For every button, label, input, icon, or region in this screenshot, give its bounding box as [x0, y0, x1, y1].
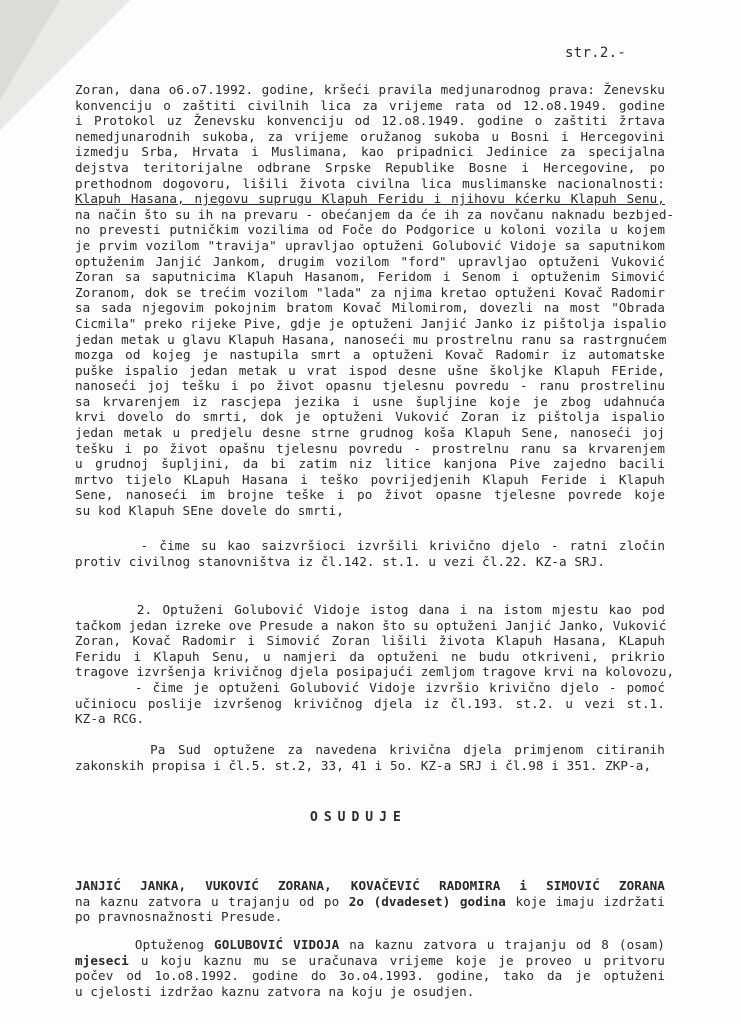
text-line: tragove izvršenja krivičnog djela posipajući zemljom tragove krvi na kolovozu, — [75, 664, 675, 680]
sentence-1-line-3: po pravnosnažnosti Presude. — [75, 909, 283, 925]
text-line: Sene, nanoseći im brojne teške i po život opasne tjelesne povrede koje — [75, 487, 665, 503]
text-line: Zoran, dana o6.o7.1992. godine, kršeći pravila medjunarodnog prava: Ženevsku — [75, 82, 665, 97]
sentence-1-names: JANJIĆ JANKA, VUKOVIĆ ZORANA, KOVAČEVIĆ RADOMIRA i SIMOVIĆ ZORANA — [75, 878, 665, 893]
sentence-1-text-a: na kaznu zatvora u trajanju od po — [75, 893, 349, 909]
text-line: Klapuh Hasana, njegovu suprugu Klapuh Feridu i njihovu kćerku Klapuh Senu, — [75, 191, 665, 207]
text-line: - čime je optuženi Golubović Vidoje izvršio krivično djelo - pomoć — [75, 680, 665, 695]
sentence-2-line-1 — [75, 937, 665, 953]
text-line: na način što su ih na prevaru - obećanjem da će ih za novčanu naknadu bezbjed- — [75, 206, 675, 222]
sentence-2-line-4: u cjelosti izdržao kaznu zatvora na koju je osudjen. — [75, 983, 475, 999]
text-line: tačkom jedan izreke ove Presude a nakon što su optuženi Janjić Janko, Vuković — [75, 617, 667, 633]
text-line: prethodnom dogovoru, lišili života civilna lica muslimanske nacionalnosti: — [75, 175, 665, 191]
sentence-1-text-c: koje imaju izdržati — [505, 893, 665, 909]
sentence-2-text-a: Optuženog — [75, 937, 215, 952]
page-number: str.2.- — [565, 45, 627, 61]
text-line: no prevesti putničkim vozilima od Foče do Podgorice u koloni vozila u kojem — [75, 222, 665, 238]
text-line: 2. Optuženi Golubović Vidoje istog dana i na istom mjestu kao pod — [75, 602, 665, 617]
text-line: puške ispalio jedan metak u vrat ispod desne ušne školjke Klapuh FEride, — [75, 362, 665, 378]
text-line: je prvim vozilom "travija" upravljao optuženi Golubović Vidoje sa saputnikom — [75, 237, 665, 253]
paragraph-4 — [75, 680, 665, 727]
text-line: Zoran sa saputnicima Klapuh Hasanom, Feridom i Senom i optuženim Simović — [75, 269, 665, 285]
sentence-2-term: mjeseci — [75, 952, 129, 968]
verdict-title: OSUDUJE — [310, 810, 407, 825]
paragraph-1 — [75, 82, 675, 519]
text-line: u grudnoj šupljini, da bi zatim niz litice kanjona Pive zajedno bacili — [75, 456, 665, 472]
text-line: Zoran, Kovač Radomir i Simović Zoran lišili života Klapuh Hasana, KLapuh — [75, 633, 665, 649]
text-line: KZ-a RCG. — [75, 711, 145, 727]
sentence-2-text-b: u koju kaznu mu se uračunava vrijeme koje je proveo u pritvoru — [128, 952, 665, 968]
folded-corner-shadow — [0, 0, 60, 100]
text-line: nemedjunarodnih sukoba, za vrijeme oružanog sukoba u Bosni i Hercegovini — [75, 128, 665, 144]
text-line: zakonskih propisa i čl.5. st.2, 33, 41 i 5o. KZ-a SRJ i čl.98 i 351. ZKP-a, — [75, 757, 652, 773]
text-line: - čime su kao saizvršioci izvršili krivično djelo - ratni zločin — [75, 538, 665, 553]
text-line: su kod Klapuh SEne dovele do smrti, — [75, 503, 344, 519]
paragraph-2 — [75, 538, 665, 569]
sentence-2 — [75, 937, 665, 999]
text-line: Pa Sud optužene za navedena krivična djela primjenom citiranih — [75, 742, 665, 757]
text-line: jedan metak u predjelu desne strne grudnog koša Klapuh Sene, nanoseći joj — [75, 425, 665, 441]
sentence-1-term: 2o (dvadeset) godina — [348, 893, 506, 909]
text-line: Feridu i Klapuh Senu, u namjeri da optuženi ne budu otkriveni, prikrio — [75, 648, 665, 664]
text-line: dejstva teritorijalne odbrane Srpske Republike Bosne i Hercegovine, po — [75, 159, 665, 175]
text-line: i Protokol uz Ženevsku konvenciju od 12.o8.1949. godine o zaštiti žrtava — [75, 113, 665, 129]
text-line: mrtvo tijelo KLapuh Hasana i teško povrijedjenih Klapuh Feride i Klapuh — [75, 471, 665, 487]
text-line: tešku i po život opašnu tjelesnu povredu - prostrelnu ranu sa krvarenjem — [75, 440, 665, 456]
sentence-2-line-2 — [75, 953, 665, 969]
text-line: sa krvarenjem iz rascjepa jezika i usne šupljine koje je zbog udahnuća — [75, 393, 665, 409]
paragraph-3 — [75, 602, 675, 680]
text-line: Cicmila" preko rijeke Pive, gdje je optuženi Janjić Janko iz pištolja ispalio — [75, 315, 667, 331]
text-line: izmedju Srba, Hrvata i Muslimana, kao pripadnici Jedinice za specijalna — [75, 144, 665, 160]
text-line: učiniocu poslije izvršenog krivičnog djela iz čl.193. st.2. u vezi st.1. — [75, 695, 665, 711]
text-line: konvenciju o zaštiti civilnih lica za vrijeme rata od 12.o8.1949. godine — [75, 97, 665, 113]
text-line: sa sada njegovim pokojnim bratom Kovač Milomirom, dovezli na most "Obrada — [75, 300, 665, 316]
sentence-1-line-2 — [75, 894, 665, 910]
sentence-2-text-c: na kaznu zatvora u trajanju od 8 (osam) — [339, 937, 665, 952]
text-line: optuženim Janjić Jankom, drugim vozilom "ford" upravljao optuženi Vuković — [75, 253, 665, 269]
paragraph-5 — [75, 742, 665, 773]
text-line: Zoranom, dok se trećim vozilom "lada" za njima kretao optuženi Kovač Radomir — [75, 284, 665, 300]
sentence-1 — [75, 878, 665, 925]
text-line: protiv civilnog stanovništva iz čl.142. st.1. u vezi čl.22. KZ-a SRJ. — [75, 553, 606, 569]
sentence-2-defendant: GOLUBOVIĆ VIDOJA — [214, 937, 340, 952]
sentence-2-line-3: počev od 1o.o8.1992. godine do 3o.o4.1993. godine, tako da je optuženi — [75, 968, 665, 984]
text-line: jedan metak u glavu Klapuh Hasana, nanoseći mu prostrelnu ranu sa rastrgnućem — [75, 331, 667, 347]
text-line: nanoseći joj tešku i po život opasnu tjelesnu povredu - ranu prostrelinu — [75, 378, 665, 394]
text-line: krvi dovelo do smrti, dok je optuženi Vuković Zoran iz pištolja ispalio — [75, 409, 665, 425]
text-line: mozga od kojeg je nastupila smrt a optuženi Kovač Radomir iz automatske — [75, 347, 665, 363]
